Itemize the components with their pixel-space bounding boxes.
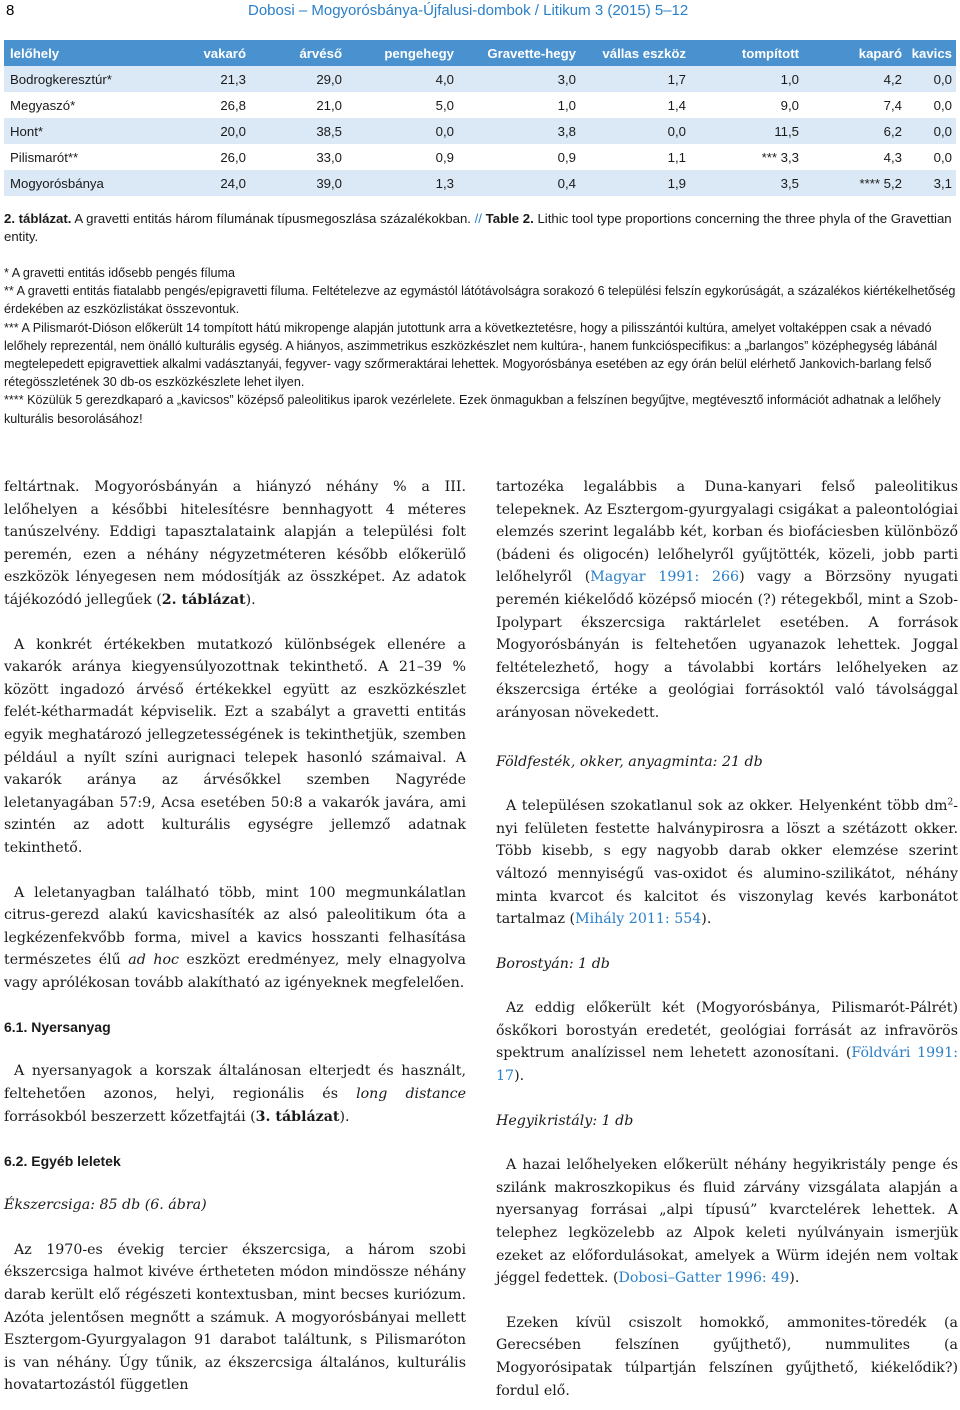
table-cell: Pilismarót** xyxy=(10,149,79,165)
table-cell: 0,4 xyxy=(557,175,576,191)
table-cell: 5,0 xyxy=(435,97,454,113)
table-cell: 39,0 xyxy=(316,175,342,191)
body-paragraph: feltártnak. Mogyorósbányán a hiányzó néhány % a III. lelőhelyen a későbbi hitelesítésre bennhagyott 4 méteres tanúszelvény. Eddigi tapasztalataink alapján a települési folt peremén, ezen a néhány négyzetméteren később előkerülő eszközök lényegesen nem módosítják az összképet. Az adatok tájékozódó jellegűek (2. táblázat). xyxy=(4,479,466,608)
table-cell: 29,0 xyxy=(316,71,342,87)
table-row xyxy=(4,118,956,144)
subsection-heading: Ékszercsiga: 85 db (6. ábra) xyxy=(4,1197,207,1214)
table-cell: 0,9 xyxy=(557,149,576,165)
column-header: pengehegy xyxy=(384,45,454,61)
table-row xyxy=(4,170,956,196)
table-cell: Bodrogkeresztúr* xyxy=(10,71,112,87)
table-caption xyxy=(4,210,956,246)
table-cell: 4,0 xyxy=(435,71,454,87)
column-header: tompított xyxy=(741,45,799,61)
table-cell: 33,0 xyxy=(316,149,342,165)
body-paragraph: A nyersanyagok a korszak általánosan elterjedt és használt, feltehetően azonos, helyi, regionális és long distance forrásokból beszerzett kőzetfajtái (3. táblázat). xyxy=(4,1063,467,1125)
citation-link[interactable]: Földvári 1991: 17 xyxy=(496,1045,959,1085)
table-cell: 7,4 xyxy=(883,97,902,113)
section-heading: 6.1. Nyersanyag xyxy=(4,1019,111,1036)
caption-label-en: Table 2. xyxy=(485,211,534,226)
table-reference[interactable]: 3. táblázat xyxy=(255,1108,340,1125)
table-cell: 0,0 xyxy=(933,123,952,139)
table-cell: 3,5 xyxy=(780,175,799,191)
table-cell: 4,2 xyxy=(883,71,902,87)
table-cell: 9,0 xyxy=(780,97,799,113)
column-header: kaparó xyxy=(858,45,902,61)
table-cell: 1,0 xyxy=(780,71,799,87)
table-cell: 38,5 xyxy=(316,123,342,139)
table-cell: 24,0 xyxy=(220,175,246,191)
table-note: *** A Pilismarót-Dióson előkerült 14 tompított hátú mikropenge alapján jutottunk arra a következtetésre, hogy a pilisszántói kultúra, amelyet voltaképpen csak a névadó lelőhely reprezentál, nem önálló kulturális egység. A hiányos, aszimmetrikus eszközkészlet nem kultúra-, hanem funkcióspecifikus: a „barlangos” középhegység lábánál megtelepedett epigravettiek alkalmi vadásztanyái, fegyver- vagy szőrmeraktárai lehettek. Mogyorósbánya esetében az egy órán belül elérhető Jankovich-barlang felső rétegösszletének 30 db-os eszközkészlete lehet ilyen. xyxy=(4,320,938,390)
body-paragraph: Ezeken kívül csiszolt homokkő, ammonites-töredék (a Gerecsében felszínen gyűjthető), nummulites (a Mogyorósipatak túlpartján felszínen gyűjthető, kiékelődik?) fordul elő. xyxy=(496,1314,958,1399)
subsection-heading: Földfesték, okker, anyagminta: 21 db xyxy=(496,753,763,770)
column-header: lelőhely xyxy=(10,45,60,61)
table-cell: 26,0 xyxy=(220,149,246,165)
table-cell: 21,3 xyxy=(220,71,246,87)
table-row xyxy=(4,66,956,92)
table-cell: 0,0 xyxy=(435,123,454,139)
body-paragraph: A konkrét értékekben mutatkozó különbségek ellenére a vakarók aránya kiegyensúlyozottnak tekinthető. A 21–39 % között ingadozó árvéső értékekkel együtt az eszközkészlet felét-kétharmadát képviselik. Ezt a szabályt a gravetti entitás egyik meghatározó jellegzetességének is tekinthetjük, szemben például a nyílt színi aurignaci telepek hasonló számaival. A vakarók aránya az árvésőkkel szemben Nagyréde leletanyagában 57:9, Acsa esetében 50:8 a vakarók javára, ami szintén az adott kulturális egységre jellemző adatnak tekinthető. xyxy=(4,636,466,856)
table-cell: Megyaszó* xyxy=(10,97,76,113)
subsection-heading: Hegyikristály: 1 db xyxy=(496,1112,634,1129)
body-paragraph: A településen szokatlanul sok az okker. Helyenként több $dm^2$-nyi felületen festette halványpirosra a löszt a szétázott okker. Több kisebb, s egy nagyobb darab okker elemzése szerint változó mennyiségű vas-oxidot és alumino-szilikátot, néhány minta kvarcot és kalcitot és viszonylag kevés karbonátot tartalmaz (Mihály 2011: 554). xyxy=(496,797,958,928)
table-cell: 1,4 xyxy=(667,97,686,113)
table-cell: 0,0 xyxy=(933,97,952,113)
table-cell: 3,0 xyxy=(557,71,576,87)
table-note: **** Közülük 5 gerezdkaparó a „kavicsos” középső paleolitikus iparok vezérlelete. Ezek önmagukban a felszínen begyűjtve, megtévesztő információt adhatnak a lelőhely kulturális besorolásához! xyxy=(4,393,941,426)
subsection-heading: Borostyán: 1 db xyxy=(496,955,610,972)
table-cell: 3,1 xyxy=(933,175,952,191)
table-cell: 0,0 xyxy=(667,123,686,139)
body-paragraph: A hazai lelőhelyeken előkerült néhány hegyikristály penge és szilánk makroszkopikus és fluid zárvány vizsgálata alapján a nyersanyag forrásai „alpi típusú” kvarctelérek lehettek. A telephez legközelebb az Alpok keleti nyúlványain ismerjük ezeket az előfordulásokat, amelyek a Würm idején nem voltak jéggel fedettek. (Dobosi–Gatter 1996: 49). xyxy=(496,1157,958,1287)
right-column xyxy=(496,476,958,1402)
column-header: vállas eszköz xyxy=(602,45,686,61)
table-cell: 1,7 xyxy=(667,71,686,87)
running-title: Dobosi – Mogyorósbánya-Újfalusi-dombok / Litikum 3 (2015) 5–12 xyxy=(248,2,689,19)
table-header-row xyxy=(4,40,956,66)
table-cell: 0,0 xyxy=(933,71,952,87)
table-row xyxy=(4,144,956,170)
table-cell: 4,3 xyxy=(883,149,902,165)
running-header xyxy=(0,0,960,26)
body-paragraph: Az eddig előkerült két (Mogyorósbánya, Pilismarót-Pálrét) őskőkori borostyán eredetét, geológiai forrását az infravörös spektrum analízissel nem lehetett azonosítani. (Földvári 1991: 17). xyxy=(496,1000,959,1085)
body-paragraph: tartozéka legalábbis a Duna-kanyari felső paleolitikus telepeknek. Az Esztergom-gyurgyalagi csigákat a paleontológiai elemzés szerint legalább két, korban és biofáciesben különböző (bádeni és oligocén) lelőhelyről gyűjtötték, közeli, jobb parti lelőhelyről (Magyar 1991: 266) vagy a Börzsöny nyugati peremén kiékelődő középső miocén (?) rétegekből, mint a Szob-Ipolypart ékszercsiga raktárlelet esetében. A források Mogyorósbányán is feltehetően ugyanazok lehettek. Joggal feltételezhető, hogy a távolabbi kortárs lelőhelyeken az ékszercsiga értéke a geológiai forrásoktól való távolsággal arányosan növekedett. xyxy=(496,479,958,721)
table-cell: 20,0 xyxy=(220,123,246,139)
table-cell: 1,3 xyxy=(435,175,454,191)
table-cell: 3,8 xyxy=(557,123,576,139)
table-row xyxy=(4,92,956,118)
body-paragraph: Az 1970-es évekig tercier ékszercsiga, a három szobi ékszercsiga halmot kivéve értheteten módon mindössze néhány darab került elő régészeti kontextusban, mint becses kuriózum. Azóta jelentősen megnőtt a számuk. A mogyorósbányai mellett Esztergom-Gyurgyalagon 91 darabot találtunk, s Pilismaróton is van néhány. Úgy tűnik, az ékszercsiga általános, kulturális hovatartozástól független xyxy=(4,1241,466,1394)
table-cell: 0,9 xyxy=(435,149,454,165)
table-note: * A gravetti entitás idősebb pengés fíluma xyxy=(4,266,236,280)
citation-link[interactable]: Magyar 1991: 266 xyxy=(590,569,740,586)
caption-text-hu: A gravetti entitás három fílumának típusmegoszlása százalékokban. xyxy=(74,211,471,226)
caption-label-hu: 2. táblázat. xyxy=(4,211,72,226)
table-cell: 6,2 xyxy=(883,123,902,139)
table-cell: 11,5 xyxy=(774,123,799,139)
caption-text-en: Lithic tool type proportions concerning the three phyla of the Gravettian entity. xyxy=(4,211,952,244)
table-notes xyxy=(4,264,956,428)
lithic-tool-table xyxy=(4,40,956,196)
page-number: 8 xyxy=(6,2,15,19)
table-cell: **** 5,2 xyxy=(859,175,902,191)
table-reference[interactable]: 2. táblázat xyxy=(161,591,246,608)
column-header: árvéső xyxy=(299,45,342,61)
column-header: Gravette-hegy xyxy=(487,45,576,61)
table-cell: 1,9 xyxy=(667,175,686,191)
left-column xyxy=(4,476,466,1397)
table-cell: 21,0 xyxy=(316,97,342,113)
table-cell: *** 3,3 xyxy=(761,149,799,165)
column-header: vakaró xyxy=(203,45,246,61)
section-heading: 6.2. Egyéb leletek xyxy=(4,1153,121,1170)
table-cell: 1,1 xyxy=(667,149,686,165)
table-note: ** A gravetti entitás fiatalabb pengés/epigravetti fíluma. Feltételezve az egymástól látótávolságra sorakozó 6 települési felszín egykorúságát, a százalékos kiértékelhetőség érdekében az eszközlistákat összevontuk. xyxy=(4,284,956,317)
table-cell: 1,0 xyxy=(557,97,576,113)
column-header: kavics xyxy=(911,45,952,61)
table-cell: Mogyorósbánya xyxy=(10,175,104,191)
body-paragraph: A leletanyagban található több, mint 100 megmunkálatlan citrus-gerezd alakú kavicshasíték az alsó paleolitikum óta a legkézenfekvőbb forma, mivel a kavics hosszanti felhasítása természetes élű ad hoc eszközt eredményez, mely elnagyolva vagy aprólékosan tovább alakítható az igényeknek megfelelően. xyxy=(4,884,466,991)
citation-link[interactable]: Mihály 2011: 554 xyxy=(575,911,702,928)
caption-separator: // xyxy=(474,211,482,226)
table-cell: 26,8 xyxy=(220,97,246,113)
table-cell: 0,0 xyxy=(933,149,952,165)
citation-link[interactable]: Dobosi–Gatter 1996: 49 xyxy=(618,1270,790,1287)
table-cell: Hont* xyxy=(10,123,43,139)
